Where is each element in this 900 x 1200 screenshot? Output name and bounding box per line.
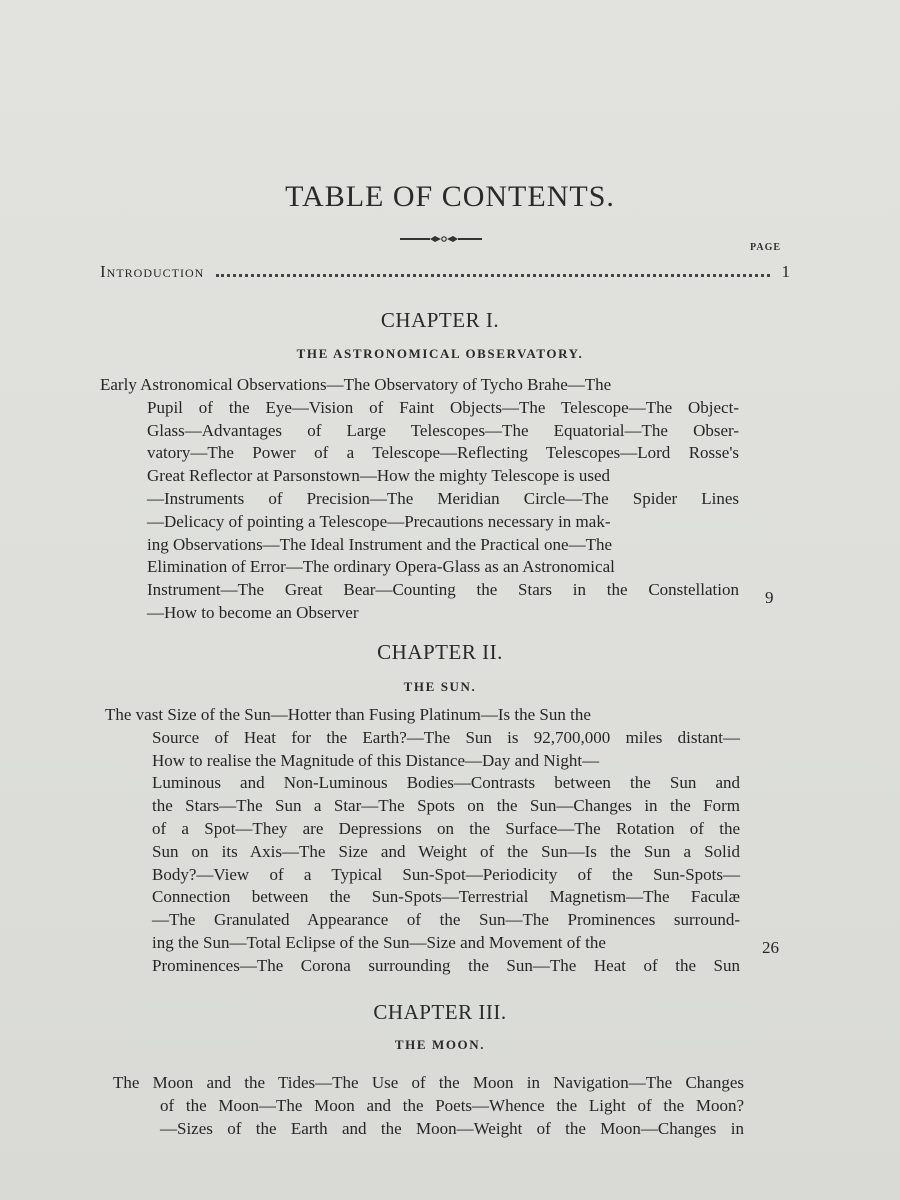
introduction-page: 1 bbox=[781, 262, 790, 281]
contents-line: Instrument—The Great Bear—Counting the Stars in the Constellation bbox=[147, 580, 739, 600]
chapter-3-subtitle: THE MOON. bbox=[394, 1037, 486, 1052]
chapter-1-page: 9 bbox=[765, 588, 774, 607]
chapter-1-heading: CHAPTER I. bbox=[380, 308, 500, 332]
contents-line: Great Reflector at Parsonstown—How the mighty Telescope is used bbox=[147, 466, 611, 486]
contents-line: —How to become an Observer bbox=[147, 602, 359, 622]
chapter-3-contents bbox=[113, 1072, 744, 1140]
contents-line: The Moon and the Tides—The Use of the Moon in Navigation—The Changes bbox=[113, 1073, 744, 1092]
contents-line: Early Astronomical Observations—The Observatory of Tycho Brahe—The bbox=[100, 375, 612, 394]
chapter-2-heading: CHAPTER II. bbox=[377, 640, 503, 664]
page-title: TABLE OF CONTENTS. bbox=[285, 180, 615, 213]
chapter-2-subtitle: THE SUN. bbox=[403, 679, 477, 694]
contents-line: vatory—The Power of a Telescope—Reflecting Telescopes—Lord Rosse's bbox=[147, 443, 739, 463]
contents-line: Luminous and Non-Luminous Bodies—Contrasts between the Sun and bbox=[152, 773, 740, 793]
chapter-3-heading: CHAPTER III. bbox=[373, 1000, 507, 1024]
chapter-2-contents bbox=[105, 704, 740, 978]
introduction-entry bbox=[100, 262, 790, 288]
chapter-1-contents bbox=[100, 374, 739, 625]
contents-line: Source of Heat for the Earth?—The Sun is 92,700,000 miles distant— bbox=[152, 727, 740, 747]
contents-line: Pupil of the Eye—Vision of Faint Objects—The Telescope—The Object- bbox=[147, 397, 739, 417]
ornament-divider-icon bbox=[400, 232, 482, 246]
introduction-label: Introduction bbox=[100, 262, 205, 281]
contents-line: Sun on its Axis—The Size and Weight of the Sun—Is the Sun a Solid bbox=[152, 841, 740, 861]
page-column-heading: PAGE bbox=[750, 242, 782, 253]
contents-line: of the Moon—The Moon and the Poets—Whence the Light of the Moon? bbox=[160, 1095, 744, 1115]
chapter-1-subtitle: THE ASTRONOMICAL OBSERVATORY. bbox=[296, 346, 584, 361]
contents-line: Connection between the Sun-Spots—Terrestrial Magnetism—The Faculæ bbox=[152, 887, 740, 907]
contents-line: Prominences—The Corona surrounding the Sun—The Heat of the Sun bbox=[152, 955, 740, 975]
contents-line: ing the Sun—Total Eclipse of the Sun—Size and Movement of the bbox=[152, 932, 606, 952]
contents-last-line bbox=[147, 602, 739, 625]
contents-line: Body?—View of a Typical Sun-Spot—Periodicity of the Sun-Spots— bbox=[152, 864, 740, 884]
contents-line: Elimination of Error—The ordinary Opera-Glass as an Astronomical bbox=[147, 557, 615, 577]
contents-line: —Delicacy of pointing a Telescope—Precautions necessary in mak- bbox=[147, 511, 611, 531]
contents-line: ing Observations—The Ideal Instrument and the Practical one—The bbox=[147, 534, 612, 554]
contents-line: —Sizes of the Earth and the Moon—Weight of the Moon—Changes in bbox=[160, 1118, 744, 1138]
contents-line: The vast Size of the Sun—Hotter than Fusing Platinum—Is the Sun the bbox=[105, 705, 591, 724]
contents-line: —The Granulated Appearance of the Sun—The Prominences surround- bbox=[152, 910, 740, 930]
contents-line: —Instruments of Precision—The Meridian Circle—The Spider Lines bbox=[147, 488, 739, 508]
contents-line: the Stars—The Sun a Star—The Spots on the Sun—Changes in the Form bbox=[152, 796, 740, 816]
contents-line: Glass—Advantages of Large Telescopes—The Equatorial—The Obser- bbox=[147, 420, 739, 440]
contents-line: of a Spot—They are Depressions on the Surface—The Rotation of the bbox=[152, 818, 740, 838]
contents-line: How to realise the Magnitude of this Distance—Day and Night— bbox=[152, 750, 600, 770]
dot-leader bbox=[216, 273, 769, 277]
chapter-2-page: 26 bbox=[762, 938, 779, 957]
